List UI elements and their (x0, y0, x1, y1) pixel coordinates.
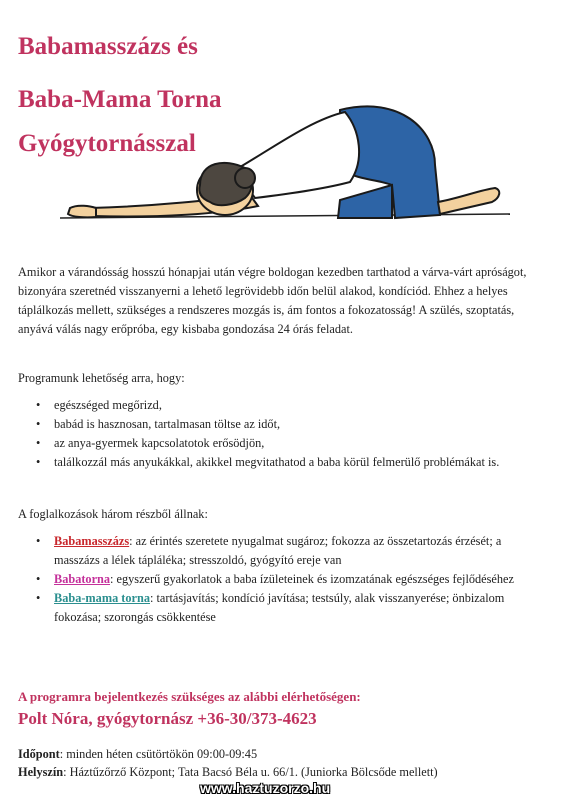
list-item: • találkozzál más anyukákkal, akikkel megvitathatod a baba körül felmerülő problémákat is. (18, 453, 536, 472)
list-item: • egészséged megőrizd, (18, 396, 536, 415)
parts-intro: A foglalkozások három részből állnak: (18, 507, 208, 521)
contact-line: Polt Nóra, gyógytornász +36-30/373-4623 (18, 709, 317, 728)
list-item: • babád is hasznosan, tartalmasan töltse az időt, (18, 415, 536, 434)
list-item: • Baba-mama torna: tartásjavítás; kondíció javítása; testsúly, alak visszanyerése; önbizalom fokozása; szorongás csökkentése (18, 589, 536, 627)
list-item: • az anya-gyermek kapcsolatotok erősödjön, (18, 434, 536, 453)
place-info (18, 763, 438, 781)
program-list (18, 396, 536, 472)
intro-paragraph: Amikor a várandósság hosszú hónapjai után végre boldogan kezedben tarthatod a várva-várt apróságot, bizonyára szeretnéd visszanyerni a lehető legrövidebb időn belül alakod, kondíciód. Ehhez a helyes táplálkozás mellett, szükséges a rendszeres mozgás is, ám fontos a fokozatosság! A szülés, szoptatás, anyává válás nagy erőpróba, egy kisbaba gondozása 24 órás feladat. (18, 265, 527, 336)
part-description: az érintés szeretete nyugalmat sugároz; fokozza az összetartozás érzését; a masszázs a lélek tápláléka; stresszoldó, gyógyító ereje van (54, 534, 502, 567)
watermark: www.haztuzorzo.hu (200, 780, 331, 796)
place-label: Helyszín (18, 765, 64, 779)
title-line-3: Gyógytornásszal (18, 130, 196, 157)
part-description: egyszerű gyakorlatok a baba ízületeinek és izomzatának egészséges fejlődéséhez (113, 572, 514, 586)
list-item: • Babatorna: egyszerű gyakorlatok a baba ízületeinek és izomzatának egészséges fejlődéséhez (18, 570, 536, 589)
part-description: tartásjavítás; kondíció javítása; testsúly, alak visszanyerése; önbizalom fokozása; szorongás csökkentése (54, 591, 505, 624)
title-line-1: Babamasszázs és (18, 33, 198, 60)
time-value: : minden héten csütörtökön 09:00-09:45 (59, 747, 258, 761)
babamasszazs-link[interactable]: Babamasszázs (54, 534, 130, 548)
program-intro: Programunk lehetőség arra, hogy: (18, 371, 185, 385)
list-item: • Babamasszázs: az érintés szeretete nyugalmat sugároz; fokozza az összetartozás érzését; a masszázs a lélek tápláléka; stresszoldó, gyógyító ereje van (18, 532, 536, 570)
babatorna-link[interactable]: Babatorna (54, 572, 111, 586)
baba-mama-torna-link[interactable]: Baba-mama torna (54, 591, 150, 605)
registration-note: A programra bejelentkezés szükséges az alábbi elérhetőségen: (18, 689, 361, 704)
place-value: : Háztűzőrző Központ; Tata Bacsó Béla u. 66/1. (Juniorka Bölcsőde mellett) (63, 765, 438, 779)
time-info (18, 745, 257, 763)
woman-stretching-pose-illustration (40, 90, 510, 240)
parts-list (18, 532, 536, 627)
time-label: Időpont (18, 747, 60, 761)
title-line-2: Baba-Mama Torna (18, 86, 222, 113)
